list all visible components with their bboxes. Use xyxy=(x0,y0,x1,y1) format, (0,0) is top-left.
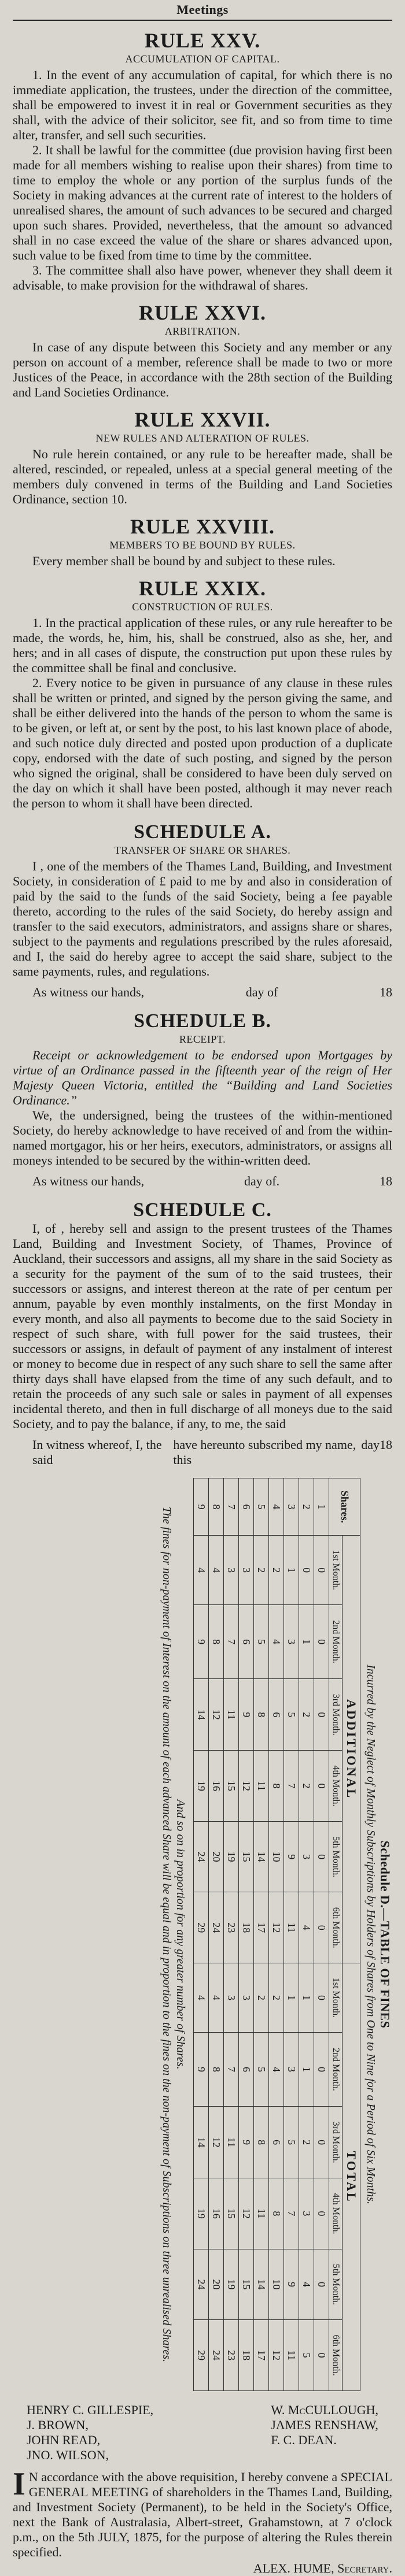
additional-cell: 0 xyxy=(314,1605,329,1679)
schedule-b-witness xyxy=(32,1174,392,1189)
notice-dropcap: I xyxy=(13,2466,25,2502)
schedule-a xyxy=(13,821,392,1000)
additional-cell: 6 xyxy=(269,1679,284,1751)
total-cell: 24 xyxy=(209,2320,224,2391)
month-header-total: 4th Month. xyxy=(329,2178,343,2249)
trustee-name: JOHN READ, xyxy=(27,2433,101,2447)
month-header-total: 2nd Month. xyxy=(329,2032,343,2106)
secretary-signature: ALEX. HUME, Secretary. xyxy=(253,2561,392,2575)
additional-cell: 0 xyxy=(314,1751,329,1822)
additional-cell: 15 xyxy=(224,1751,239,1822)
additional-cell: 29 xyxy=(194,1892,209,1963)
total-cell: 12 xyxy=(209,2107,224,2178)
additional-cell: 2 xyxy=(299,1679,314,1751)
month-header-total: 5th Month. xyxy=(329,2249,343,2320)
trustees-right xyxy=(271,2403,378,2463)
total-cell: 5 xyxy=(254,2032,269,2106)
rule-subtitle: NEW RULES AND ALTERATION OF RULES. xyxy=(95,432,310,444)
trustee-name: JAMES RENSHAW, xyxy=(271,2418,378,2432)
additional-cell: 14 xyxy=(254,1821,269,1892)
schedule-b-subtitle: RECEIPT. xyxy=(179,1033,226,1045)
rule-title: RULE XXVI. xyxy=(138,301,267,324)
total-cell: 9 xyxy=(239,2107,254,2178)
total-cell: 2 xyxy=(269,1963,284,2033)
total-cell: 4 xyxy=(299,2249,314,2320)
total-cell: 7 xyxy=(224,2032,239,2106)
total-cell: 4 xyxy=(194,1963,209,2033)
schedule-c-witness xyxy=(32,1437,392,1467)
additional-cell: 8 xyxy=(254,1679,269,1751)
month-header-row xyxy=(329,1478,343,2391)
total-cell: 3 xyxy=(239,1963,254,2033)
total-cell: 3 xyxy=(284,2032,299,2106)
total-cell: 17 xyxy=(254,2320,269,2391)
shares-cell: 6 xyxy=(239,1478,254,1536)
table-row xyxy=(224,1478,239,2391)
total-cell: 19 xyxy=(194,2178,209,2249)
schedule-d-wrapper xyxy=(13,1478,392,2391)
additional-cell: 7 xyxy=(224,1605,239,1679)
total-cell: 10 xyxy=(269,2249,284,2320)
total-cell: 0 xyxy=(314,2107,329,2178)
rule-paragraph: 1. In the event of any accumulation of capital, for which there is no immediate application, the trustees, under the direction of the committee, shall be empowered to invest it in real or Government securities as they shall, with the advice of their solicitor, see fit, and so from time to time alter, transfer, and sell such securities. xyxy=(13,68,392,142)
additional-cell: 0 xyxy=(314,1679,329,1751)
shares-cell: 9 xyxy=(194,1478,209,1536)
additional-cell: 19 xyxy=(194,1751,209,1822)
month-header-additional: 6th Month. xyxy=(329,1892,343,1963)
month-header-additional: 2nd Month. xyxy=(329,1605,343,1679)
witness-right: 18 xyxy=(379,985,392,999)
total-cell: 8 xyxy=(254,2107,269,2178)
total-cell: 11 xyxy=(224,2107,239,2178)
total-cell: 11 xyxy=(284,2320,299,2391)
rule-title: RULE XXVIII. xyxy=(130,515,275,538)
rule-section xyxy=(13,29,392,293)
total-cell: 23 xyxy=(224,2320,239,2391)
witness-mid: have hereunto subscribed my name, this xyxy=(173,1437,356,1467)
schedule-a-subtitle: TRANSFER OF SHARE OR SHARES. xyxy=(114,844,291,856)
rule-section xyxy=(13,577,392,811)
witness-mid: day of. xyxy=(244,1174,280,1188)
month-header-additional: 3rd Month. xyxy=(329,1679,343,1751)
total-cell: 14 xyxy=(254,2249,269,2320)
additional-cell: 24 xyxy=(194,1821,209,1892)
month-header-additional: 5th Month. xyxy=(329,1821,343,1892)
trustee-name: J. BROWN, xyxy=(27,2418,89,2432)
rule-paragraph: In case of any dispute between this Society and any member or any person on account of a member, reference shall be made to two or more Justices of the Peace, in accordance with the 28th section of the Building and Land Societies Ordinance. xyxy=(13,340,392,399)
rule-paragraph: 2. Every notice to be given in pursuance of any clause in these rules shall be written or printed, and signed by the person giving the same, and shall be either delivered into the hands of the person to whom the same is to be given, or left at, or sent by the post, to his last known place of abode, and such notice duly directed and posted upon production of a duplicate copy, endorsed with the date of such posting, and signed by the person who signed the original, shall be considered to have been duly served on the day on which it shall have been posted, although it may never reach the person to whom it shall have been directed. xyxy=(13,676,392,810)
schedule-b-intro: Receipt or acknowledgement to be endorsed upon Mortgages by virtue of an Ordinance passed in the fifteenth year of the reign of Her Majesty Queen Victoria, entitled the “Building and Land Societies Ordinance.” xyxy=(13,1048,392,1107)
table-row xyxy=(269,1478,284,2391)
total-cell: 0 xyxy=(314,1963,329,2033)
total-cell: 8 xyxy=(209,2032,224,2106)
additional-cell: 7 xyxy=(284,1751,299,1822)
section-header xyxy=(13,0,392,21)
additional-cell: 0 xyxy=(314,1821,329,1892)
shares-cell: 4 xyxy=(269,1478,284,1536)
schedule-b-body: We, the undersigned, being the trustees of the within-mentioned Society, do hereby acknowledge to have received of and from the within-named mortgagor, his or her heirs, executors, administrators, or assigns all moneys intended to be secured by the within-written deed. xyxy=(13,1108,392,1167)
trustees-left xyxy=(27,2403,153,2463)
total-cell: 1 xyxy=(284,1963,299,2033)
total-cell: 3 xyxy=(299,2178,314,2249)
schedule-b-title: SCHEDULE B. xyxy=(134,1010,271,1032)
trustee-name: F. C. DEAN. xyxy=(271,2433,337,2447)
total-cell: 9 xyxy=(194,2032,209,2106)
note-1: And so on in proportion for any greater number of Shares. xyxy=(174,1799,187,2070)
total-cell: 14 xyxy=(194,2107,209,2178)
additional-cell: 4 xyxy=(209,1536,224,1605)
schedule-b xyxy=(13,1010,392,1189)
rules-list xyxy=(13,29,392,811)
total-cell: 6 xyxy=(239,2032,254,2106)
additional-cell: 10 xyxy=(269,1821,284,1892)
table-row xyxy=(284,1478,299,2391)
note-2: The fines for non-payment of Interest on the amount of each advanced Share will be equal and in proportion to the fines on the non-payment of Subscriptions on three unrealised Shares. xyxy=(160,1506,173,2363)
schedule-d-rotated xyxy=(13,1478,392,2391)
rule-section xyxy=(13,408,392,507)
total-cell: 0 xyxy=(314,2249,329,2320)
rule-paragraph: 2. It shall be lawful for the committee (due provision having first been made for all members wishing to realise upon their shares) from time to time to employ the whole or any portion of the surplus funds of the Society in making advances at the current rate of interest to the holders of unrealised shares, the amount of such advances to be secured and charged upon such shares. Provided, nevertheless, that the amount so advanced shall in no case exceed the value of the share or shares advanced upon, such value to be fixed from time to time by the committee. xyxy=(13,143,392,262)
additional-cell: 8 xyxy=(269,1751,284,1822)
rule-paragraph: 3. The committee shall also have power, whenever they shall deem it advisable, to make provision for the withdrawal of shares. xyxy=(13,263,392,292)
additional-cell: 5 xyxy=(284,1679,299,1751)
month-header-total: 6th Month. xyxy=(329,2320,343,2391)
witness-left: As witness our hands, xyxy=(32,985,145,999)
total-cell: 5 xyxy=(299,2320,314,2391)
total-cell: 2 xyxy=(299,2107,314,2178)
meeting-notice xyxy=(13,2466,392,2560)
additional-cell: 12 xyxy=(239,1751,254,1822)
schedule-c-title: SCHEDULE C. xyxy=(133,1199,272,1221)
additional-cell: 2 xyxy=(269,1536,284,1605)
table-row xyxy=(209,1478,224,2391)
col-shares: Shares. xyxy=(329,1478,360,1536)
additional-cell: 2 xyxy=(254,1536,269,1605)
additional-cell: 23 xyxy=(224,1892,239,1963)
month-header-additional: 4th Month. xyxy=(329,1751,343,1822)
total-cell: 11 xyxy=(254,2178,269,2249)
total-cell: 3 xyxy=(224,1963,239,2033)
additional-cell: 8 xyxy=(209,1605,224,1679)
rule-title: RULE XXV. xyxy=(144,29,261,52)
month-header-total: 1st Month. xyxy=(329,1963,343,2033)
additional-cell: 3 xyxy=(299,1821,314,1892)
witness-day: day xyxy=(361,1437,380,1452)
additional-cell: 4 xyxy=(269,1605,284,1679)
shares-cell: 3 xyxy=(284,1478,299,1536)
additional-cell: 14 xyxy=(194,1679,209,1751)
table-row xyxy=(239,1478,254,2391)
trustee-name: JNO. WILSON, xyxy=(27,2448,109,2462)
table-row xyxy=(314,1478,329,2391)
total-cell: 6 xyxy=(269,2107,284,2178)
shares-cell: 8 xyxy=(209,1478,224,1536)
rule-subtitle: ARBITRATION. xyxy=(164,325,241,337)
additional-cell: 11 xyxy=(284,1892,299,1963)
additional-cell: 16 xyxy=(209,1751,224,1822)
schedule-d-notes xyxy=(160,1478,187,2391)
additional-cell: 12 xyxy=(269,1892,284,1963)
rule-section xyxy=(13,301,392,400)
additional-cell: 5 xyxy=(254,1605,269,1679)
additional-cell: 0 xyxy=(314,1892,329,1963)
rule-subtitle: CONSTRUCTION OF RULES. xyxy=(132,601,273,613)
additional-cell: 19 xyxy=(224,1821,239,1892)
month-header-additional: 1st Month. xyxy=(329,1536,343,1605)
rule-subtitle: ACCUMULATION OF CAPITAL. xyxy=(125,53,280,65)
additional-cell: 17 xyxy=(254,1892,269,1963)
additional-cell: 2 xyxy=(299,1751,314,1822)
rule-section xyxy=(13,515,392,569)
shares-cell: 7 xyxy=(224,1478,239,1536)
additional-cell: 3 xyxy=(239,1536,254,1605)
total-cell: 9 xyxy=(284,2249,299,2320)
total-cell: 15 xyxy=(239,2249,254,2320)
total-cell: 24 xyxy=(194,2249,209,2320)
additional-cell: 20 xyxy=(209,1821,224,1892)
additional-cell: 4 xyxy=(194,1536,209,1605)
fines-body xyxy=(194,1478,329,2391)
additional-cell: 11 xyxy=(224,1679,239,1751)
table-row xyxy=(254,1478,269,2391)
additional-cell: 15 xyxy=(239,1821,254,1892)
additional-cell: 24 xyxy=(209,1892,224,1963)
group-total: TOTAL xyxy=(343,1963,360,2391)
total-cell: 1 xyxy=(299,1963,314,2033)
witness-right: 18 xyxy=(380,1437,392,1452)
shares-cell: 5 xyxy=(254,1478,269,1536)
section-title: Meetings xyxy=(176,2,229,17)
rule-paragraph: No rule herein contained, or any rule to be hereafter made, shall be altered, rescinded, or repealed, unless at a special general meeting of the members duly convened in terms of the Building and Land Societies Ordinance, section 10. xyxy=(13,447,392,506)
shares-cell: 2 xyxy=(299,1478,314,1536)
additional-cell: 0 xyxy=(314,1536,329,1605)
witness-right: 18 xyxy=(379,1174,392,1188)
total-cell: 0 xyxy=(314,2178,329,2249)
total-cell: 12 xyxy=(269,2320,284,2391)
total-cell: 29 xyxy=(194,2320,209,2391)
additional-cell: 6 xyxy=(239,1605,254,1679)
witness-left: As witness our hands, xyxy=(32,1174,145,1188)
additional-cell: 3 xyxy=(224,1536,239,1605)
total-cell: 0 xyxy=(314,2032,329,2106)
schedule-c-body: I, of , hereby sell and assign to the present trustees of the Thames Land, Building and Investment Society, of Thames, Province of Auckland, their successors and assigns, all my share in the said Society as a security for the payment of the sum of to the said trustees, their successors or assigns, and interest thereon at the rate of per centum per annum, payable by even monthly instalments, on the first Monday in every month, and also all payments to become due to the said Society in respect of such share, with full power for the said trustees, their successors or assigns, in default of payment of any instalment of interest or money to become due in respect of any such share to sell the same after thirty days shall have elapsed from the time of any such default, and to retain the proceeds of any such sale or sales in payment of all expenses incidental thereto, and then in full discharge of all moneys due to the said Society, and to pay the balance, if any, to me, the said xyxy=(13,1221,392,1431)
table-row xyxy=(194,1478,209,2391)
total-cell: 0 xyxy=(314,2320,329,2391)
additional-cell: 4 xyxy=(299,1892,314,1963)
witness-mid: day of xyxy=(245,985,278,999)
total-cell: 19 xyxy=(224,2249,239,2320)
schedule-a-witness xyxy=(32,985,392,1000)
rule-subtitle: MEMBERS TO BE BOUND BY RULES. xyxy=(109,539,296,551)
additional-cell: 9 xyxy=(239,1679,254,1751)
additional-cell: 1 xyxy=(284,1536,299,1605)
schedule-a-title: SCHEDULE A. xyxy=(134,821,271,843)
schedule-d-title: Schedule D.—TABLE OF FINES xyxy=(378,1840,392,2029)
trustees-block xyxy=(13,2403,392,2463)
additional-cell: 9 xyxy=(284,1821,299,1892)
additional-cell: 18 xyxy=(239,1892,254,1963)
total-cell: 4 xyxy=(269,2032,284,2106)
notice-text: N accordance with the above requisition, I hereby convene a SPECIAL GENERAL MEETING of shareholders in the Thames Land, Building, and Investment Society (Permanent), to be held in the Society's Office, next the Bank of Australasia, Albert-street, Grahamstown, at 7 o'clock p.m., on the 5th JULY, 1875, for the purpose of altering the Rules therein specified. xyxy=(13,2470,392,2559)
schedule-a-body: I , one of the members of the Thames Land, Building, and Investment Society, in consideration of £ paid to me by and also in consideration of paid by the said to the funds of the said Society, being a fee payable thereto, according to the rules of the said Society, do hereby assign and transfer to the said executors, administrators, and assigns share or shares, subject to the payments and regulations prescribed by the rules aforesaid, and I, the said do hereby agree to accept the said share, subject to the same payments, rules, and regulations. xyxy=(13,859,392,978)
total-cell: 2 xyxy=(254,1963,269,2033)
total-cell: 5 xyxy=(284,2107,299,2178)
table-row xyxy=(299,1478,314,2391)
additional-cell: 11 xyxy=(254,1751,269,1822)
additional-cell: 1 xyxy=(299,1605,314,1679)
additional-cell: 12 xyxy=(209,1679,224,1751)
rule-paragraph: Every member shall be bound by and subject to these rules. xyxy=(32,554,336,568)
rule-paragraph: 1. In the practical application of these rules, or any rule hereafter to be made, the words, he, him, his, shall be construed, also as she, her, and hers; and in all cases of dispute, the construction put upon these rules by the committee shall be final and conclusive. xyxy=(13,616,392,675)
additional-cell: 0 xyxy=(299,1536,314,1605)
total-cell: 8 xyxy=(269,2178,284,2249)
total-cell: 20 xyxy=(209,2249,224,2320)
trustee-name: HENRY C. GILLESPIE, xyxy=(27,2403,154,2417)
total-cell: 18 xyxy=(239,2320,254,2391)
total-cell: 1 xyxy=(299,2032,314,2106)
total-cell: 16 xyxy=(209,2178,224,2249)
fines-table xyxy=(193,1478,360,2391)
witness-left: In witness whereof, I, the said xyxy=(32,1437,162,1467)
schedule-c xyxy=(13,1199,392,1467)
additional-cell: 3 xyxy=(284,1605,299,1679)
group-additional: ADDITIONAL xyxy=(343,1536,360,1963)
month-header-total: 3rd Month. xyxy=(329,2107,343,2178)
trustee-name: W. McCULLOUGH, xyxy=(271,2403,378,2417)
shares-cell: 1 xyxy=(314,1478,329,1536)
total-cell: 4 xyxy=(209,1963,224,2033)
rule-title: RULE XXVII. xyxy=(134,408,271,431)
additional-cell: 9 xyxy=(194,1605,209,1679)
schedule-d-subtitle: Incurred by the Neglect of Monthly Subscriptions by Holders of Shares from One to Nine for a Period of Six Months. xyxy=(365,1665,377,2204)
total-cell: 7 xyxy=(284,2178,299,2249)
rule-title: RULE XXIX. xyxy=(138,577,267,600)
total-cell: 12 xyxy=(239,2178,254,2249)
total-cell: 15 xyxy=(224,2178,239,2249)
